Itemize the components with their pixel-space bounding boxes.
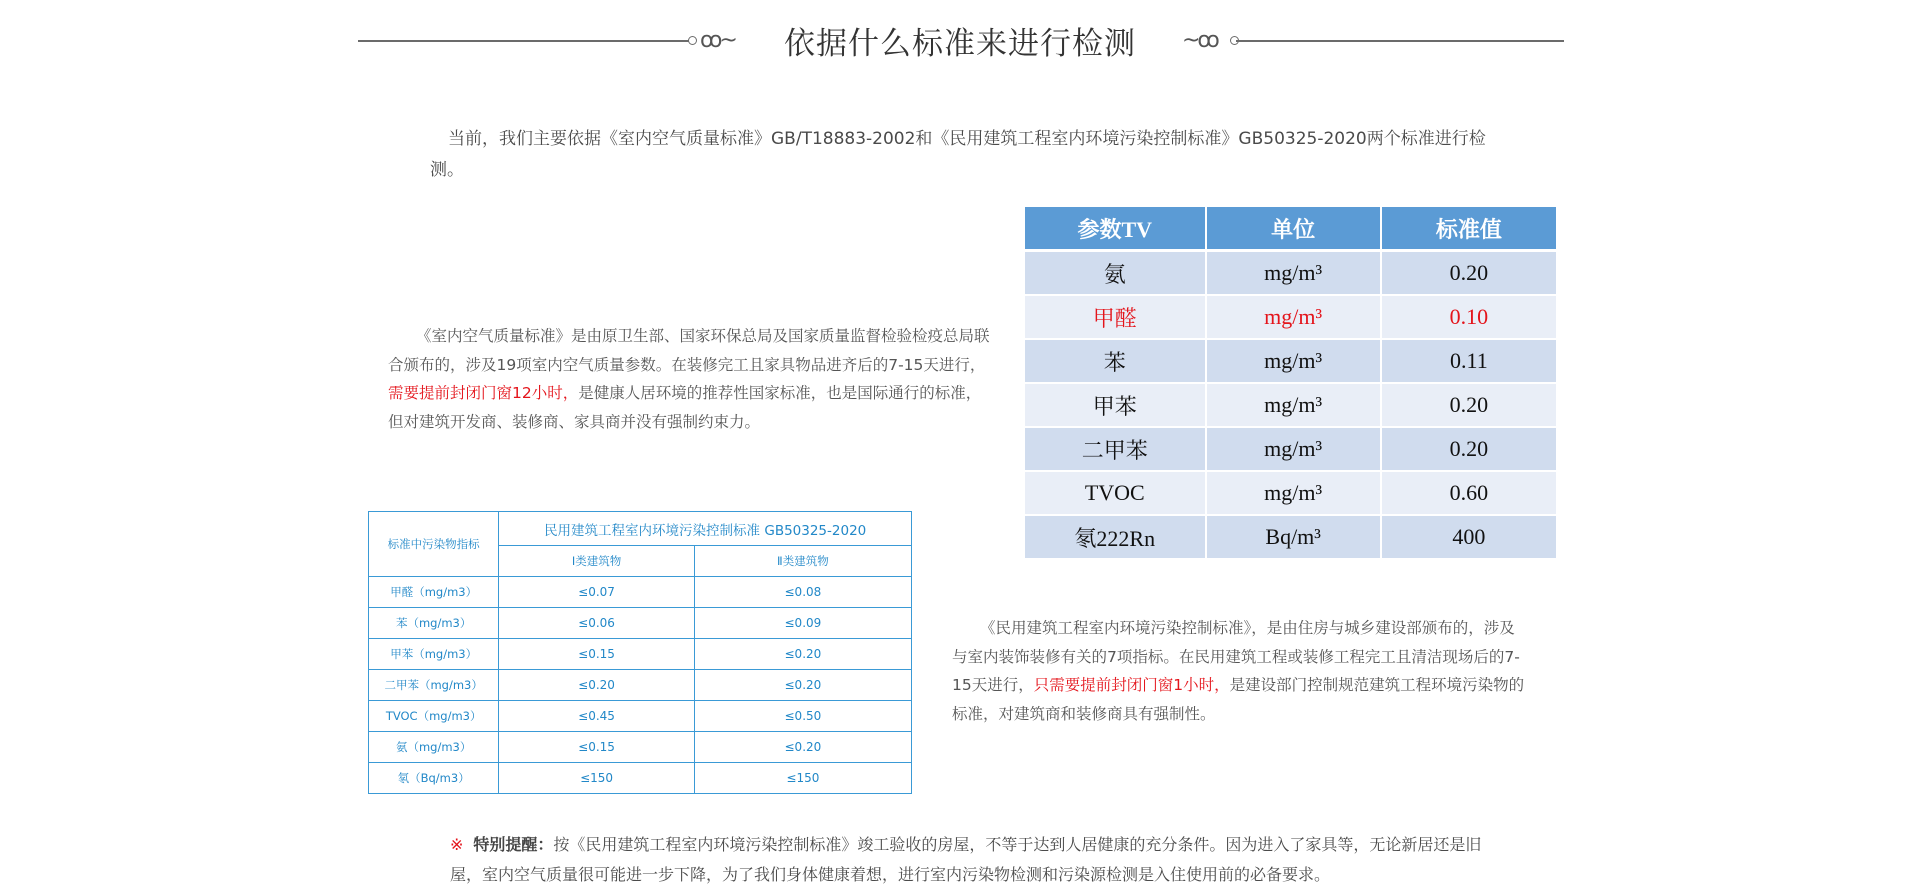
civil-text-before: 《民用建筑工程室内环境污染控制标准》，是由住房与城乡建设部颁布的，涉及与室内装饰装修有关的7项指标。在民用建筑工程或装修工程完工且清洁现场后的7-15天进行， [952,619,1520,694]
class1-header: Ⅰ类建筑物 [499,546,694,577]
class1-cell: ≤150 [499,763,694,794]
notice-text: 按《民用建筑工程室内环境污染控制标准》竣工验收的房屋，不等于达到人居健康的充分条件。因为进入了家具等，无论新居还是旧屋，室内空气质量很可能进一步下降，为了我们身体健康着想，进行室内污染物检测和污染源检测是入住使用前的必备要求。 [450,835,1482,884]
table-row [1025,383,1556,427]
civil-standard-description [952,614,1530,728]
value-cell: 0.20 [1381,383,1556,427]
table-row [369,732,912,763]
standard-table-header-row [1025,207,1556,251]
value-cell: 0.60 [1381,471,1556,515]
value-cell: 0.20 [1381,427,1556,471]
value-cell: 400 [1381,515,1556,559]
class2-cell: ≤0.50 [694,701,911,732]
param-cell: TVOC [1025,471,1206,515]
class1-cell: ≤0.15 [499,639,694,670]
pollutant-cell: 甲苯（mg/m3） [369,639,499,670]
pollutant-cell: 二甲苯（mg/m3） [369,670,499,701]
table-row [369,577,912,608]
standard-values-table [1025,207,1556,560]
class1-cell: ≤0.20 [499,670,694,701]
unit-cell: Bq/m³ [1206,515,1381,559]
value-cell: 0.10 [1381,295,1556,339]
civil-highlight: 只需要提前封闭门窗1小时， [1033,676,1230,694]
value-cell: 0.20 [1381,251,1556,296]
unit-cell: mg/m³ [1206,471,1381,515]
indoor-air-standard-description [388,322,994,436]
table-row [369,608,912,639]
header-divider-right [1236,40,1564,42]
pollutant-cell: 氡（Bq/m3） [369,763,499,794]
notice-label: 特别提醒： [473,835,554,854]
table-row [1025,427,1556,471]
gb50325-table [368,511,912,794]
pollutant-cell: 苯（mg/m3） [369,608,499,639]
param-cell: 二甲苯 [1025,427,1206,471]
unit-cell: mg/m³ [1206,295,1381,339]
section-header [0,0,1920,86]
table-row [1025,515,1556,559]
unit-cell: mg/m³ [1206,339,1381,383]
class1-cell: ≤0.07 [499,577,694,608]
table-row [369,639,912,670]
class2-cell: ≤0.09 [694,608,911,639]
unit-cell: mg/m³ [1206,251,1381,296]
param-cell: 氨 [1025,251,1206,296]
row-header-cell: 标准中污染物指标 [369,512,499,577]
header-unit: 单位 [1206,207,1381,251]
param-cell: 苯 [1025,339,1206,383]
param-cell: 甲醛 [1025,295,1206,339]
param-cell: 甲苯 [1025,383,1206,427]
table-row-highlight [1025,295,1556,339]
indoor-air-text-before: 《室内空气质量标准》是由原卫生部、国家环保总局及国家质量监督检验检疫总局联合颁布的，涉及19项室内空气质量参数。在装修完工且家具物品进齐后的7-15天进行， [388,327,990,374]
civil-text-after: 是建设部门控制规范建筑工程环境污染物的标准，对建筑商和装修商具有强制性。 [952,676,1525,723]
param-cell: 氡222Rn [1025,515,1206,559]
header-param: 参数TV [1025,207,1206,251]
header-value: 标准值 [1381,207,1556,251]
scroll-ornament-left-icon: ꝏ~ [700,28,735,53]
table-row [369,701,912,732]
main-header-cell: 民用建筑工程室内环境污染控制标准 GB50325-2020 [499,512,912,546]
header-divider-left [358,40,690,42]
class2-cell: ≤0.20 [694,639,911,670]
table-row [1025,339,1556,383]
pollutant-cell: 甲醛（mg/m3） [369,577,499,608]
page-title: 依据什么标准来进行检测 [784,26,1136,62]
class2-cell: ≤150 [694,763,911,794]
class1-cell: ≤0.45 [499,701,694,732]
class2-cell: ≤0.20 [694,732,911,763]
class1-cell: ≤0.06 [499,608,694,639]
class2-header: Ⅱ类建筑物 [694,546,911,577]
class2-cell: ≤0.20 [694,670,911,701]
indoor-air-highlight: 需要提前封闭门窗12小时， [388,384,579,402]
class1-cell: ≤0.15 [499,732,694,763]
intro-paragraph: 当前，我们主要依据《室内空气质量标准》GB/T18883-2002和《民用建筑工程室内环境污染控制标准》GB50325-2020两个标准进行检测。 [430,129,1486,180]
table-row [1025,471,1556,515]
pollutant-cell: 氨（mg/m3） [369,732,499,763]
table-row [369,670,912,701]
class2-cell: ≤0.08 [694,577,911,608]
indoor-air-text-after: 是健康人居环境的推荐性国家标准，也是国际通行的标准，但对建筑开发商、装修商、家具商并没有强制约束力。 [388,384,982,431]
unit-cell: mg/m³ [1206,383,1381,427]
gb-table-header-row [369,512,912,546]
table-row [1025,251,1556,296]
pollutant-cell: TVOC（mg/m3） [369,701,499,732]
scroll-ornament-right-icon: ~ꝏ [1182,28,1217,53]
unit-cell: mg/m³ [1206,427,1381,471]
notice-mark-icon: ※ [450,835,464,854]
special-notice [450,830,1490,890]
value-cell: 0.11 [1381,339,1556,383]
divider-dot-left [688,36,697,45]
table-row [369,763,912,794]
